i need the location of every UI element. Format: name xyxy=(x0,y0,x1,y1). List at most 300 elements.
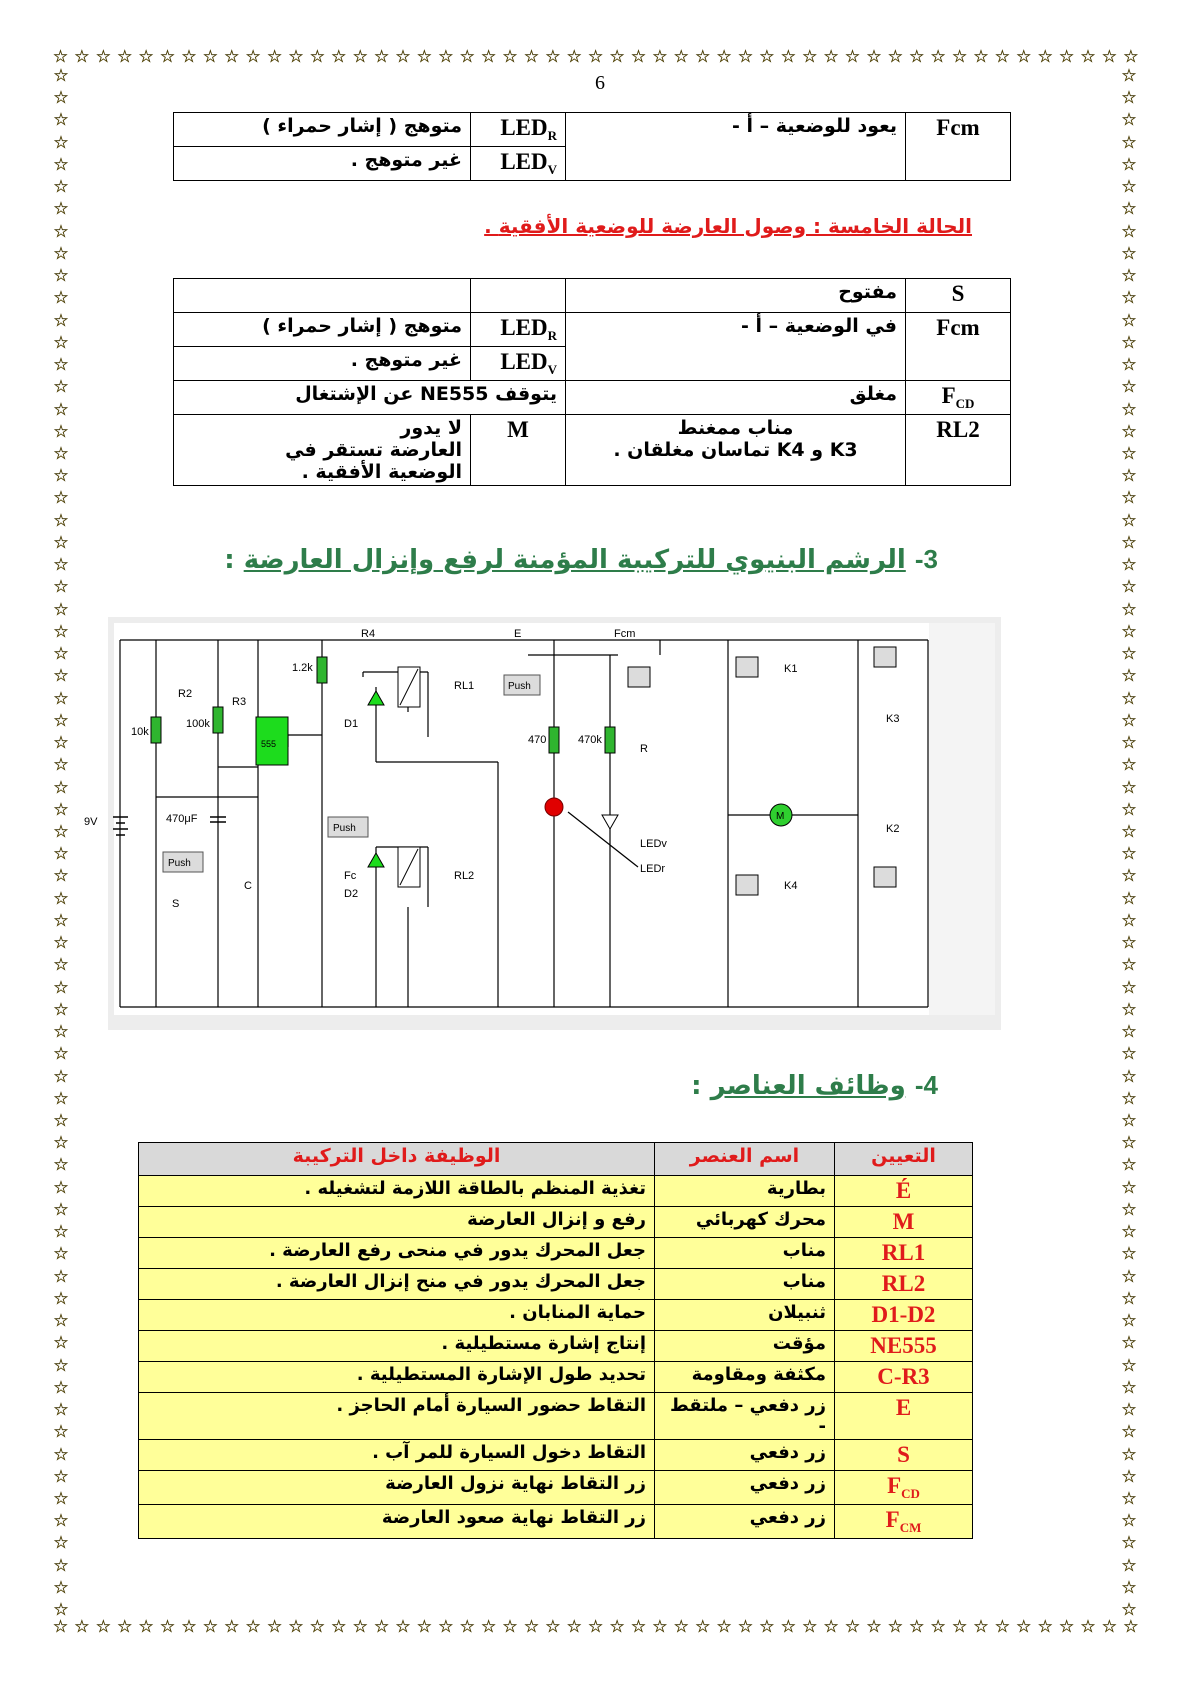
c-label: C xyxy=(244,880,252,892)
ledv-label: LEDv xyxy=(640,838,667,850)
star-icon: ☆ xyxy=(1037,1616,1053,1637)
star-border-right xyxy=(1118,68,1140,1620)
star-icon: ☆ xyxy=(224,46,240,67)
star-icon: ☆ xyxy=(1058,46,1075,67)
star-icon: ☆ xyxy=(53,1333,69,1354)
table-row xyxy=(139,1440,973,1471)
star-icon: ☆ xyxy=(95,46,111,67)
cell-name: زر دفعي xyxy=(655,1505,835,1539)
star-icon: ☆ xyxy=(951,46,968,67)
star-icon: ☆ xyxy=(53,1022,69,1043)
table-row xyxy=(174,313,1011,347)
star-icon: ☆ xyxy=(53,243,69,264)
star-icon: ☆ xyxy=(53,933,69,954)
star-icon: ☆ xyxy=(1121,688,1137,709)
table-cell-component xyxy=(471,279,566,313)
star-icon: ☆ xyxy=(1121,1244,1137,1265)
star-icon: ☆ xyxy=(1121,1355,1137,1376)
star-icon: ☆ xyxy=(352,46,368,67)
star-icon: ☆ xyxy=(438,46,454,67)
star-icon: ☆ xyxy=(588,46,604,67)
star-icon: ☆ xyxy=(716,1616,732,1637)
star-icon: ☆ xyxy=(352,1616,368,1637)
star-icon: ☆ xyxy=(1121,621,1137,642)
star-icon: ☆ xyxy=(695,1616,711,1637)
star-icon: ☆ xyxy=(673,46,689,67)
table-row xyxy=(139,1393,973,1440)
star-icon: ☆ xyxy=(973,46,989,67)
cell-code: É xyxy=(835,1176,973,1207)
star-icon: ☆ xyxy=(1121,799,1137,820)
cell-function: جعل المحرك يدور في منح إنزال العارضة . xyxy=(139,1269,655,1300)
star-icon: ☆ xyxy=(373,46,390,67)
r4-label: R4 xyxy=(361,628,376,640)
star-icon: ☆ xyxy=(1121,1577,1137,1598)
table-cell-state: يعود للوضعية – أ - xyxy=(566,113,906,181)
star-icon: ☆ xyxy=(416,1616,433,1637)
star-icon: ☆ xyxy=(53,66,69,86)
star-icon: ☆ xyxy=(53,532,69,553)
cell-function: التقاط دخول السيارة للمر آب . xyxy=(139,1440,655,1471)
star-icon: ☆ xyxy=(1121,177,1137,198)
star-icon: ☆ xyxy=(53,466,69,487)
star-icon: ☆ xyxy=(695,46,711,67)
switch-k4 xyxy=(736,875,758,895)
star-icon: ☆ xyxy=(159,46,176,67)
ic-label: 555 xyxy=(261,739,277,749)
star-icon: ☆ xyxy=(95,1616,111,1637)
star-icon: ☆ xyxy=(1121,888,1137,909)
state-table-case5 xyxy=(173,278,1011,486)
star-icon: ☆ xyxy=(395,46,411,67)
header-code: التعيين xyxy=(835,1143,973,1176)
resistor-470-value: 470 xyxy=(528,734,547,746)
star-icon: ☆ xyxy=(202,1616,218,1637)
k2-label: K2 xyxy=(886,823,900,835)
table-cell-state: مناب ممغنط K3 و K4 تماسان مغلقان . xyxy=(566,415,906,486)
r3-label: R3 xyxy=(232,696,247,708)
star-icon: ☆ xyxy=(1121,488,1137,509)
star-icon: ☆ xyxy=(1101,46,1118,67)
star-icon: ☆ xyxy=(1121,221,1137,242)
star-icon: ☆ xyxy=(994,46,1010,67)
table-row xyxy=(139,1238,973,1269)
star-icon: ☆ xyxy=(1121,310,1137,331)
star-icon: ☆ xyxy=(1121,1377,1137,1398)
star-icon: ☆ xyxy=(459,46,475,67)
star-icon: ☆ xyxy=(930,46,946,67)
star-icon: ☆ xyxy=(53,1222,69,1243)
table-cell-result: غير متوهج . xyxy=(174,347,471,381)
star-icon: ☆ xyxy=(202,46,218,67)
star-icon: ☆ xyxy=(53,621,69,642)
star-icon: ☆ xyxy=(53,955,69,976)
star-icon: ☆ xyxy=(566,46,582,67)
star-icon: ☆ xyxy=(1121,243,1137,264)
star-icon: ☆ xyxy=(53,221,69,242)
star-icon: ☆ xyxy=(1121,1288,1137,1309)
r2-label: R2 xyxy=(178,688,193,700)
star-icon: ☆ xyxy=(288,46,304,67)
star-icon: ☆ xyxy=(1121,1533,1137,1554)
star-icon: ☆ xyxy=(652,1616,668,1637)
k1-label: K1 xyxy=(784,663,798,675)
star-icon: ☆ xyxy=(245,46,261,67)
cell-function: حماية المنابان . xyxy=(139,1300,655,1331)
star-icon: ☆ xyxy=(1121,1600,1137,1621)
table-row xyxy=(174,113,1011,147)
star-icon: ☆ xyxy=(673,1616,689,1637)
star-icon: ☆ xyxy=(502,46,518,67)
relay-rl2 xyxy=(398,847,420,887)
cell-code: S xyxy=(835,1440,973,1471)
star-icon: ☆ xyxy=(887,46,903,67)
star-icon: ☆ xyxy=(1121,599,1137,620)
star-icon: ☆ xyxy=(1121,466,1137,487)
star-icon: ☆ xyxy=(53,1489,69,1509)
star-icon: ☆ xyxy=(1121,399,1137,420)
star-icon: ☆ xyxy=(53,377,69,398)
star-icon: ☆ xyxy=(566,1616,582,1637)
star-icon: ☆ xyxy=(1123,46,1139,67)
star-border-top xyxy=(52,46,1140,68)
star-icon: ☆ xyxy=(994,1616,1010,1637)
table-row xyxy=(139,1471,973,1505)
cell-function: إنتاج إشارة مستطيلية . xyxy=(139,1331,655,1362)
star-icon: ☆ xyxy=(609,1616,625,1637)
switch-k1 xyxy=(736,657,758,677)
star-icon: ☆ xyxy=(1121,710,1137,731)
star-icon: ☆ xyxy=(53,844,69,865)
star-icon: ☆ xyxy=(502,1616,518,1637)
push-button-fc xyxy=(328,817,368,837)
star-icon: ☆ xyxy=(630,46,647,67)
star-icon: ☆ xyxy=(53,1044,69,1065)
star-icon: ☆ xyxy=(53,577,69,598)
star-icon: ☆ xyxy=(53,399,69,420)
table-cell-code: Fcm xyxy=(906,313,1011,381)
star-icon: ☆ xyxy=(1121,110,1137,131)
star-icon: ☆ xyxy=(331,46,347,67)
star-icon: ☆ xyxy=(53,821,69,842)
star-icon: ☆ xyxy=(930,1616,946,1637)
star-icon: ☆ xyxy=(331,1616,347,1637)
star-icon: ☆ xyxy=(780,46,796,67)
cell-code: RL1 xyxy=(835,1238,973,1269)
switch-k3 xyxy=(874,647,896,667)
star-icon: ☆ xyxy=(1037,46,1053,67)
star-icon: ☆ xyxy=(866,1616,882,1637)
star-icon: ☆ xyxy=(887,1616,903,1637)
star-icon: ☆ xyxy=(53,1377,69,1398)
star-icon: ☆ xyxy=(138,1616,154,1637)
star-icon: ☆ xyxy=(1121,644,1137,665)
state-table-continued xyxy=(173,112,1011,181)
star-icon: ☆ xyxy=(1121,1199,1137,1220)
star-icon: ☆ xyxy=(53,1266,69,1287)
star-icon: ☆ xyxy=(53,1199,69,1220)
star-icon: ☆ xyxy=(181,1616,197,1637)
star-icon: ☆ xyxy=(545,1616,561,1637)
table-row xyxy=(174,381,1011,415)
star-icon: ☆ xyxy=(823,46,839,67)
cell-function: رفع و إنزال العارضة xyxy=(139,1207,655,1238)
table-cell-state: مفتوح xyxy=(566,279,906,313)
table-row xyxy=(174,279,1011,313)
star-icon: ☆ xyxy=(1121,1111,1137,1132)
table-cell-result: متوهج ( إشار حمراء ) xyxy=(174,113,471,147)
r1-value: 1.2k xyxy=(292,662,313,674)
table-cell-state: في الوضعية – أ - xyxy=(566,313,906,381)
star-icon: ☆ xyxy=(53,1511,69,1532)
star-icon: ☆ xyxy=(1121,555,1137,576)
star-border-bottom xyxy=(52,1616,1140,1638)
push-button-e xyxy=(504,675,540,695)
table-cell-component: $LED_R$ xyxy=(471,113,566,147)
star-icon: ☆ xyxy=(1121,1222,1137,1243)
star-icon: ☆ xyxy=(53,510,69,531)
cell-code: NE555 xyxy=(835,1331,973,1362)
star-icon: ☆ xyxy=(1016,1616,1032,1637)
case5-heading: الحالة الخامسة : وصول العارضة للوضعية الأفقية . xyxy=(484,214,972,238)
star-icon: ☆ xyxy=(844,46,861,67)
capacitor-value: 470μF xyxy=(166,813,198,825)
table-row xyxy=(139,1505,973,1539)
star-icon: ☆ xyxy=(737,1616,754,1637)
k3-label: K3 xyxy=(886,713,900,725)
cell-function: تغذية المنظم بالطاقة اللازمة لتشغيله . xyxy=(139,1176,655,1207)
star-icon: ☆ xyxy=(53,1600,69,1621)
star-icon: ☆ xyxy=(844,1616,861,1637)
star-icon: ☆ xyxy=(1121,1266,1137,1287)
star-icon: ☆ xyxy=(1121,377,1137,398)
r2-value: 10k xyxy=(131,726,149,738)
cell-name: ثنبيلان xyxy=(655,1300,835,1331)
star-icon: ☆ xyxy=(53,866,69,887)
star-icon: ☆ xyxy=(395,1616,411,1637)
star-icon: ☆ xyxy=(1121,1511,1137,1532)
star-icon: ☆ xyxy=(53,421,69,442)
table-cell-result: غير متوهج . xyxy=(174,147,471,181)
star-icon: ☆ xyxy=(53,443,69,464)
rl1-label: RL1 xyxy=(454,680,475,692)
star-icon: ☆ xyxy=(266,46,283,67)
star-icon: ☆ xyxy=(53,355,69,376)
star-icon: ☆ xyxy=(1121,1333,1137,1354)
cell-code: RL2 xyxy=(835,1269,973,1300)
cell-name: بطارية xyxy=(655,1176,835,1207)
star-icon: ☆ xyxy=(74,1616,90,1637)
star-icon: ☆ xyxy=(245,1616,261,1637)
star-icon: ☆ xyxy=(1121,421,1137,442)
page-number: 6 xyxy=(595,72,605,94)
star-icon: ☆ xyxy=(1121,1066,1137,1087)
star-icon: ☆ xyxy=(53,555,69,576)
star-icon: ☆ xyxy=(1121,1311,1137,1332)
d2-label: D2 xyxy=(344,888,359,900)
star-icon: ☆ xyxy=(1121,199,1137,220)
star-icon: ☆ xyxy=(53,88,69,109)
resistor-r1 xyxy=(317,657,327,683)
star-icon: ☆ xyxy=(1121,666,1137,687)
star-icon: ☆ xyxy=(1121,777,1137,798)
table-row xyxy=(139,1176,973,1207)
star-icon: ☆ xyxy=(53,1133,69,1154)
section-4-heading: 4- وظائف العناصر : xyxy=(691,1070,938,1101)
d1-label: D1 xyxy=(344,718,359,730)
star-icon: ☆ xyxy=(52,46,69,67)
star-icon: ☆ xyxy=(53,1533,69,1554)
fcm-label: Fcm xyxy=(614,628,636,640)
cell-name: مناب xyxy=(655,1269,835,1300)
k4-label: K4 xyxy=(784,880,798,892)
star-icon: ☆ xyxy=(1121,66,1137,86)
header-name: اسم العنصر xyxy=(655,1143,835,1176)
table-cell-code: S xyxy=(906,279,1011,313)
star-icon: ☆ xyxy=(74,46,90,67)
table-cell-component: M xyxy=(471,415,566,486)
resistor-470k xyxy=(605,727,615,753)
star-icon: ☆ xyxy=(53,488,69,509)
star-icon: ☆ xyxy=(53,1400,69,1421)
star-icon: ☆ xyxy=(1121,733,1137,754)
table-cell-result: يتوقف NE555 عن الإشتغال xyxy=(174,381,566,415)
cell-code: C-R3 xyxy=(835,1362,973,1393)
star-icon: ☆ xyxy=(716,46,732,67)
r-label: R xyxy=(640,743,648,755)
star-icon: ☆ xyxy=(53,688,69,709)
cell-function: تحديد طول الإشارة المستطيلية . xyxy=(139,1362,655,1393)
star-icon: ☆ xyxy=(53,733,69,754)
table-cell-component: $LED_V$ xyxy=(471,347,566,381)
resistor-r3 xyxy=(213,707,223,733)
star-icon: ☆ xyxy=(53,1155,69,1176)
star-icon: ☆ xyxy=(1121,577,1137,598)
star-icon: ☆ xyxy=(1058,1616,1075,1637)
star-icon: ☆ xyxy=(53,1444,69,1465)
table-row xyxy=(139,1300,973,1331)
star-icon: ☆ xyxy=(1121,355,1137,376)
svg-text:Push: Push xyxy=(508,681,531,692)
ledr-label: LEDr xyxy=(640,863,666,875)
star-icon: ☆ xyxy=(53,710,69,731)
table-row xyxy=(139,1362,973,1393)
star-icon: ☆ xyxy=(53,1422,69,1443)
cell-name: محرك كهربائي xyxy=(655,1207,835,1238)
cell-code: M xyxy=(835,1207,973,1238)
star-icon: ☆ xyxy=(1121,821,1137,842)
star-icon: ☆ xyxy=(523,1616,540,1637)
star-icon: ☆ xyxy=(1121,933,1137,954)
star-icon: ☆ xyxy=(1121,910,1137,931)
star-icon: ☆ xyxy=(53,1577,69,1598)
star-icon: ☆ xyxy=(1121,1444,1137,1465)
star-icon: ☆ xyxy=(53,888,69,909)
star-icon: ☆ xyxy=(1121,1133,1137,1154)
star-icon: ☆ xyxy=(1121,1400,1137,1421)
svg-text:Push: Push xyxy=(333,823,356,834)
star-icon: ☆ xyxy=(53,799,69,820)
star-icon: ☆ xyxy=(53,132,69,153)
star-icon: ☆ xyxy=(802,1616,818,1637)
star-icon: ☆ xyxy=(53,977,69,998)
star-icon: ☆ xyxy=(1121,1088,1137,1109)
star-icon: ☆ xyxy=(53,177,69,198)
cell-name: مناب xyxy=(655,1238,835,1269)
star-icon: ☆ xyxy=(53,288,69,309)
svg-text:Push: Push xyxy=(168,858,191,869)
cell-function: التقاط حضور السيارة أمام الحاجز . xyxy=(139,1393,655,1440)
led-red xyxy=(545,798,563,816)
cell-function: زر التقاط نهاية صعود العارضة xyxy=(139,1505,655,1539)
r3-value: 100k xyxy=(186,718,210,730)
star-icon: ☆ xyxy=(1121,443,1137,464)
star-icon: ☆ xyxy=(481,1616,497,1637)
star-icon: ☆ xyxy=(53,1066,69,1087)
star-icon: ☆ xyxy=(1121,288,1137,309)
star-icon: ☆ xyxy=(53,1088,69,1109)
relay-rl1 xyxy=(398,667,420,707)
star-icon: ☆ xyxy=(438,1616,454,1637)
table-cell-code: Fcm xyxy=(906,113,1011,181)
star-icon: ☆ xyxy=(759,1616,775,1637)
star-icon: ☆ xyxy=(909,1616,925,1637)
rl2-label: RL2 xyxy=(454,870,475,882)
star-icon: ☆ xyxy=(1121,977,1137,998)
star-icon: ☆ xyxy=(1121,1489,1137,1509)
star-icon: ☆ xyxy=(373,1616,390,1637)
star-icon: ☆ xyxy=(1123,1616,1139,1637)
star-icon: ☆ xyxy=(53,1355,69,1376)
star-icon: ☆ xyxy=(630,1616,647,1637)
star-icon: ☆ xyxy=(1121,1422,1137,1443)
star-icon: ☆ xyxy=(1101,1616,1118,1637)
star-icon: ☆ xyxy=(1121,132,1137,153)
star-icon: ☆ xyxy=(523,46,540,67)
star-icon: ☆ xyxy=(1080,1616,1096,1637)
star-icon: ☆ xyxy=(1121,999,1137,1020)
star-icon: ☆ xyxy=(288,1616,304,1637)
star-icon: ☆ xyxy=(53,755,69,776)
cell-code: D1-D2 xyxy=(835,1300,973,1331)
star-icon: ☆ xyxy=(53,999,69,1020)
star-icon: ☆ xyxy=(53,1311,69,1332)
star-icon: ☆ xyxy=(481,46,497,67)
section-3-heading: 3- الرشم البنيوي للتركيبة المؤمنة لرفع وإنزال العارضة : xyxy=(224,544,938,575)
star-icon: ☆ xyxy=(973,1616,989,1637)
star-icon: ☆ xyxy=(53,1288,69,1309)
star-icon: ☆ xyxy=(1121,1155,1137,1176)
star-icon: ☆ xyxy=(1121,755,1137,776)
star-icon: ☆ xyxy=(53,332,69,353)
star-icon: ☆ xyxy=(652,46,668,67)
table-header-row xyxy=(139,1143,973,1176)
star-icon: ☆ xyxy=(53,777,69,798)
star-icon: ☆ xyxy=(459,1616,475,1637)
table-row xyxy=(139,1207,973,1238)
cell-name: زر دفعي xyxy=(655,1471,835,1505)
component-functions-table xyxy=(138,1142,973,1539)
star-icon: ☆ xyxy=(1121,332,1137,353)
table-cell-result xyxy=(174,279,471,313)
star-icon: ☆ xyxy=(309,46,325,67)
star-icon: ☆ xyxy=(780,1616,796,1637)
star-icon: ☆ xyxy=(53,644,69,665)
resistor-470 xyxy=(549,727,559,753)
star-icon: ☆ xyxy=(53,1466,69,1487)
star-icon: ☆ xyxy=(53,910,69,931)
star-icon: ☆ xyxy=(1121,510,1137,531)
